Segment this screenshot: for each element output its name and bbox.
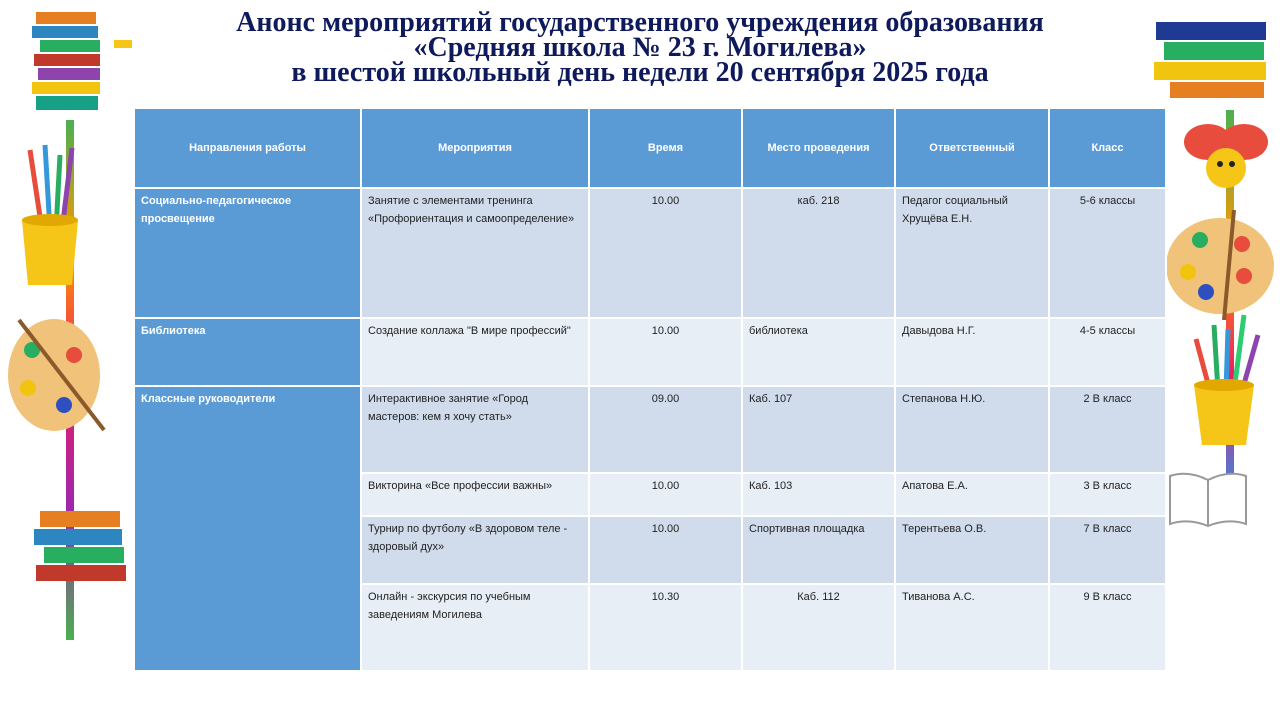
column-header-responsible: Ответственный — [895, 108, 1049, 188]
event-cell: Интерактивное занятие «Город мастеров: кем я хочу стать» — [361, 386, 589, 473]
left-decor-stripe-yellow — [114, 40, 132, 48]
column-header-direction: Направления работы — [134, 108, 361, 188]
book-stack-right-icon — [1150, 14, 1272, 106]
book-stack-bottom-icon — [30, 505, 134, 595]
place-cell: библиотека — [742, 318, 895, 386]
pencil-cup-icon — [10, 140, 90, 290]
time-cell: 10.00 — [589, 473, 742, 516]
book-stack-icon — [28, 8, 114, 124]
paint-palette-icon — [4, 310, 114, 440]
title-line-1: Анонс мероприятий государственного учреждения образования — [236, 7, 1044, 38]
event-cell: Викторина «Все профессии важны» — [361, 473, 589, 516]
class-cell: 4-5 классы — [1049, 318, 1166, 386]
table-row — [134, 188, 1166, 318]
title-line-2: «Средняя школа № 23 г. Могилева» — [413, 32, 867, 63]
event-cell: Занятие с элементами тренинга «Профориентация и самоопределение» — [361, 188, 589, 318]
table-row — [134, 318, 1166, 386]
place-cell: Каб. 107 — [742, 386, 895, 473]
time-cell: 10.30 — [589, 584, 742, 671]
time-cell: 09.00 — [589, 386, 742, 473]
place-cell: Каб. 112 — [742, 584, 895, 671]
table-header-row — [134, 108, 1166, 188]
place-cell: Спортивная площадка — [742, 516, 895, 584]
time-cell: 10.00 — [589, 188, 742, 318]
event-cell: Создание коллажа "В мире профессий" — [361, 318, 589, 386]
ladybug-icon — [1178, 112, 1274, 196]
title-line-3: в шестой школьный день недели 20 сентября 2025 года — [291, 57, 989, 88]
place-cell: каб. 218 — [742, 188, 895, 318]
class-cell: 9 В класс — [1049, 584, 1166, 671]
page-title — [140, 7, 1140, 88]
class-cell: 2 В класс — [1049, 386, 1166, 473]
class-cell: 7 В класс — [1049, 516, 1166, 584]
direction-cell: Библиотека — [134, 318, 361, 386]
responsible-cell: Апатова Е.А. — [895, 473, 1049, 516]
class-cell: 3 В класс — [1049, 473, 1166, 516]
responsible-cell: Давыдова Н.Г. — [895, 318, 1049, 386]
column-header-time: Время — [589, 108, 742, 188]
time-cell: 10.00 — [589, 318, 742, 386]
time-cell: 10.00 — [589, 516, 742, 584]
direction-cell: Социально-педагогическое просвещение — [134, 188, 361, 318]
table-row — [134, 386, 1166, 473]
class-cell: 5-6 классы — [1049, 188, 1166, 318]
event-cell: Турнир по футболу «В здоровом теле - здоровый дух» — [361, 516, 589, 584]
schedule-table — [133, 107, 1167, 672]
place-cell: Каб. 103 — [742, 473, 895, 516]
column-header-class: Класс — [1049, 108, 1166, 188]
event-cell: Онлайн - экскурсия по учебным заведениям Могилева — [361, 584, 589, 671]
responsible-cell: Степанова Н.Ю. — [895, 386, 1049, 473]
column-header-event: Мероприятия — [361, 108, 589, 188]
open-book-icon — [1166, 468, 1250, 530]
paint-palette-right-icon — [1164, 210, 1278, 320]
direction-cell: Классные руководители — [134, 386, 361, 671]
pencil-cup-right-icon — [1184, 305, 1264, 449]
responsible-cell: Терентьева О.В. — [895, 516, 1049, 584]
column-header-place: Место проведения — [742, 108, 895, 188]
responsible-cell: Тиванова А.С. — [895, 584, 1049, 671]
responsible-cell: Педагог социальный Хрущёва Е.Н. — [895, 188, 1049, 318]
